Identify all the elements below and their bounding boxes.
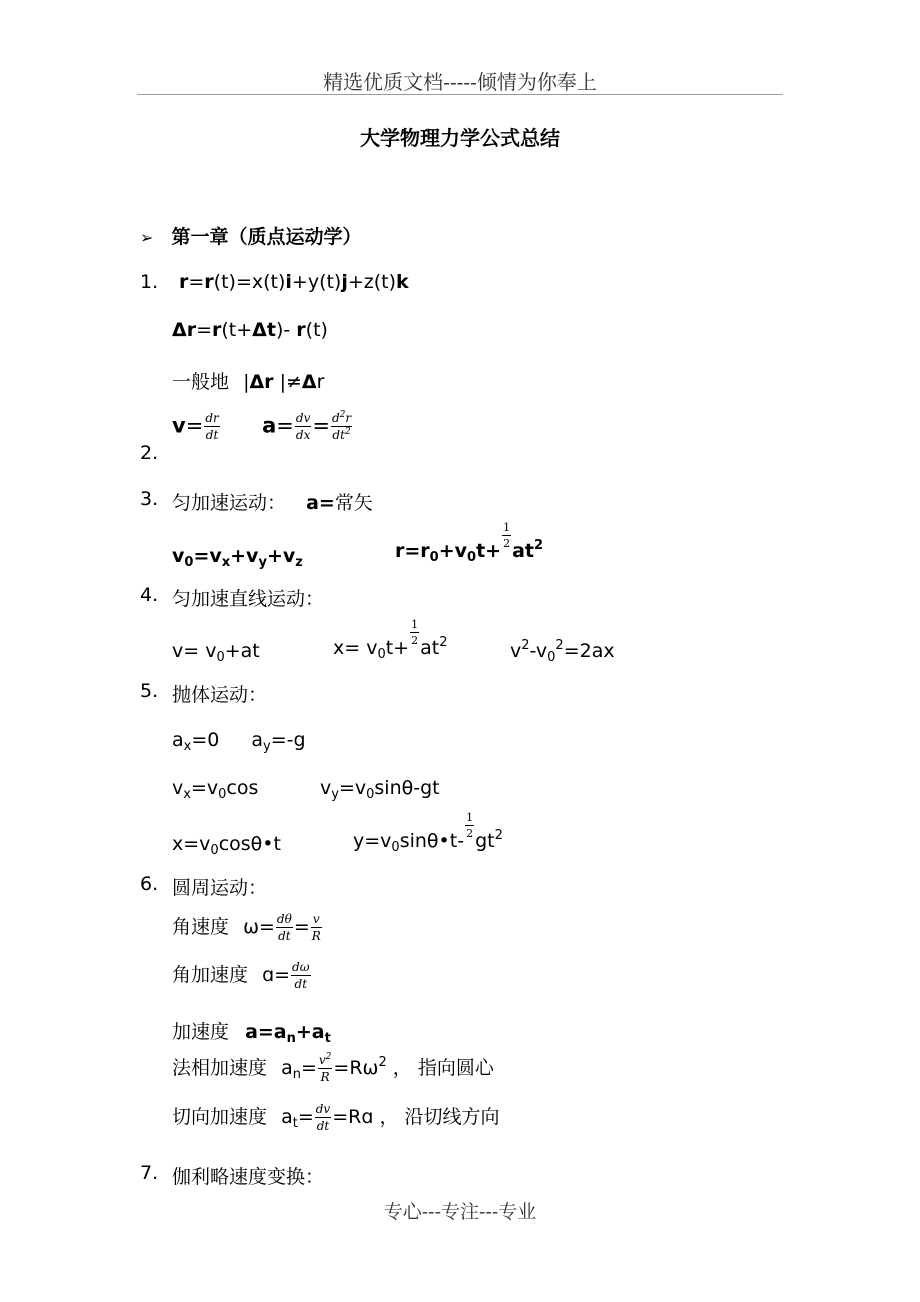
uniform-accel-label: 匀加速运动：	[172, 492, 287, 514]
document-title: 大学物理力学公式总结	[360, 126, 560, 150]
formula-projectile-x: $x=v_0\cos\theta•t$	[172, 833, 281, 858]
formula-projectile-vx: $v_x=v_0\cos$	[172, 777, 259, 802]
formula-v0-components: $v_0=v_x+v_y+v_z$	[172, 545, 303, 570]
header-rule	[137, 94, 783, 95]
uniform-linear-label: 匀加速直线运动：	[172, 588, 325, 610]
general-label: 一般地	[172, 371, 230, 393]
item-number: 6.	[140, 873, 159, 895]
formula-linear-velocity-squared: $v^2-v_0^2=2ax$	[510, 638, 615, 665]
tangent-accel-label: 切向加速度	[172, 1106, 268, 1128]
formula-velocity-acceleration: v= $\frac{dr}{dt}$ a= $\frac{dv}{dx}$ = $\frac{d^2r}{dt^2}$	[172, 410, 352, 442]
formula-angular-velocity: 角速度 ω= $\frac{d\theta}{dt}$ = $\frac{v}{R}$	[172, 912, 321, 943]
angular-accel-label: 角加速度	[172, 964, 249, 986]
bullet-arrow-icon: ➢	[140, 228, 154, 247]
chapter-label: 第一章（质点运动学）	[171, 226, 362, 248]
angular-velocity-label: 角速度	[172, 916, 230, 938]
item-number: 7.	[140, 1162, 159, 1184]
circular-motion-label: 圆周运动：	[172, 877, 268, 899]
formula-linear-position: $x= v_0t+$ $\frac{1}{2}$ $at^2$	[333, 618, 448, 662]
page-header: 精选优质文档-----倾情为你奉上	[323, 70, 597, 94]
item-number: 1.	[140, 271, 159, 293]
tangent-accel-note: ， 沿切线方向	[379, 1106, 500, 1128]
formula-position-uniform: $r=r_0+v_0t+$ $\frac{1}{2}$ $at^2$	[395, 521, 544, 565]
formula-angular-acceleration: 角加速度 ɑ= $\frac{d\omega}{dt}$	[172, 960, 310, 991]
formula-total-acceleration: 加速度 $a=a_n+a_t$	[172, 1021, 331, 1046]
chapter-heading	[140, 222, 361, 249]
normal-accel-note: ， 指向圆心	[392, 1057, 494, 1079]
item-number: 4.	[140, 584, 159, 606]
normal-accel-label: 法相加速度	[172, 1057, 268, 1079]
galilean-transform-label: 伽利略速度变换：	[172, 1166, 325, 1188]
page-footer: 专心---专注---专业	[383, 1201, 537, 1223]
formula-projectile-accel: $a_x=0$ $a_y=-g$	[172, 729, 306, 754]
item-number: 3.	[140, 488, 159, 510]
constant-vector-label: 常矢	[334, 492, 373, 514]
accel-label: 加速度	[172, 1021, 230, 1043]
formula-projectile-vy: $v_y=v_0\sin\theta-gt$	[320, 777, 440, 802]
item-number: 2.	[140, 442, 159, 464]
formula-general-inequality: 一般地 |Δr |≠Δr	[172, 371, 325, 393]
formula-linear-velocity: $v= v_0+at$	[172, 640, 260, 665]
uniform-accel-heading: 匀加速运动： a=常矢	[172, 492, 373, 514]
formula-tangent-acceleration: 切向加速度 $a_t=$ $\frac{dv}{dt}$ =Rɑ ， 沿切线方向	[172, 1102, 500, 1133]
formula-position-vector: r=r(t)=x(t)i+y(t)j+z(t)k	[179, 271, 409, 293]
formula-normal-acceleration: 法相加速度 $a_n=$ $\frac{v^2}{R}$ $=R\omega^2$ ， 指向圆心	[172, 1052, 494, 1084]
formula-displacement: Δr=r(t+Δt)- r(t)	[172, 319, 328, 341]
projectile-label: 抛体运动：	[172, 684, 268, 706]
formula-projectile-y: $y=v_0\sin\theta•t-$ $\frac{1}{2}$ $gt^2$	[353, 811, 503, 855]
item-number: 5.	[140, 680, 159, 702]
